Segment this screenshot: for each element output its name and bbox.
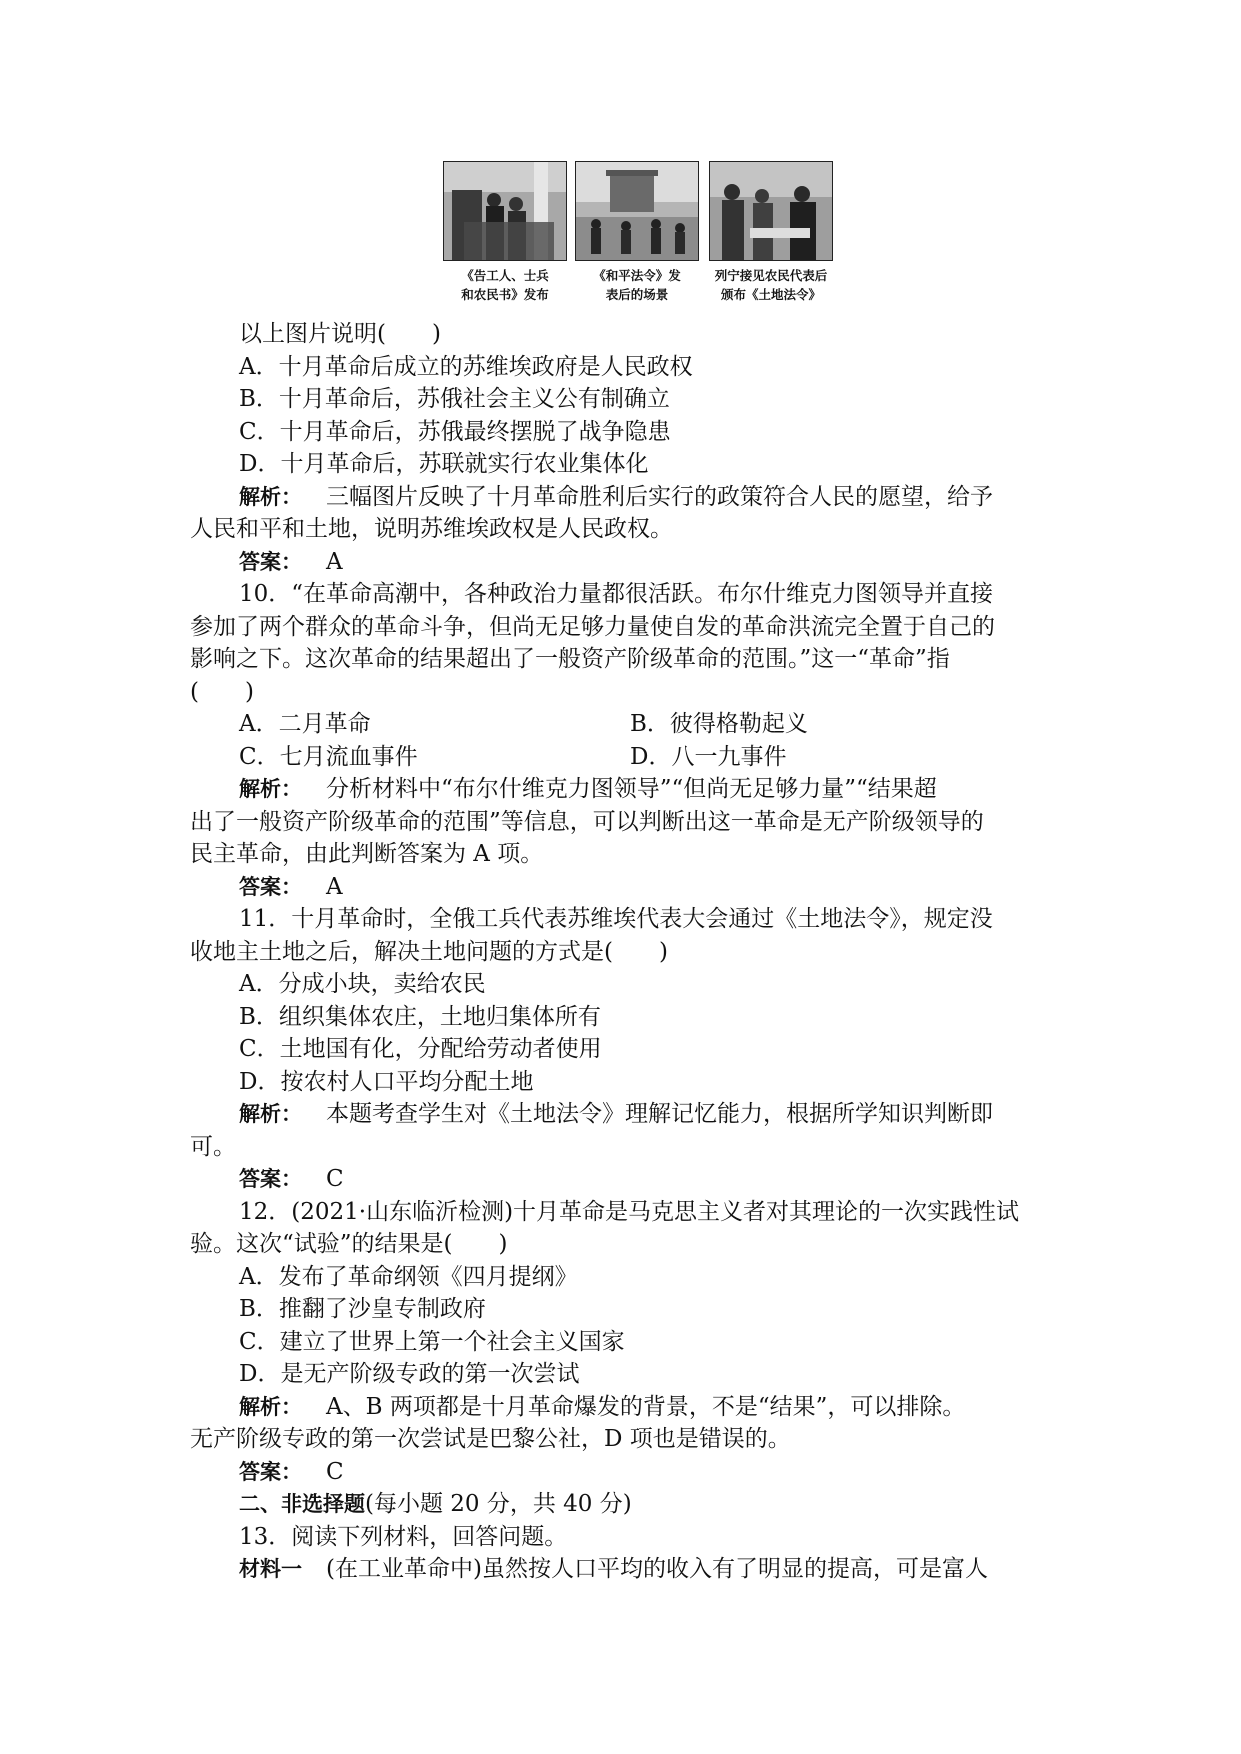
q9-option-a: A．十月革命后成立的苏维埃政府是人民政权: [239, 354, 693, 380]
q12-option-b: B．推翻了沙皇专制政府: [239, 1296, 486, 1322]
q9-answer-label: 答案：: [239, 550, 302, 574]
q11-answer-label: 答案：: [239, 1167, 302, 1191]
q10-stem-line1: 10．“在革命高潮中，各种政治力量都很活跃。布尔什维克力图领导并直接: [239, 581, 994, 607]
section-heading: [239, 1488, 632, 1521]
q9-analysis-text1: 三幅图片反映了十月革命胜利后实行的政策符合人民的愿望，给予: [326, 484, 993, 510]
q11-analysis-text1: 本题考查学生对《土地法令》理解记忆能力，根据所学知识判断即: [326, 1101, 993, 1127]
q10-answer: [239, 871, 343, 904]
q10-option-b: B．彼得格勒起义: [630, 711, 808, 737]
q9-option-c: C．十月革命后，苏俄最终摆脱了战争隐患: [239, 419, 671, 445]
q9-analysis-line2: 人民和平和土地，说明苏维埃政权是人民政权。: [190, 516, 673, 542]
q10-analysis-line1: [239, 773, 937, 806]
q10-analysis-line2: 出了一般资产阶级革命的范围”等信息，可以判断出这一革命是无产阶级领导的: [190, 809, 984, 835]
q9-answer-value: A: [326, 549, 343, 575]
q13-stem: 13．阅读下列材料，回答问题。: [239, 1524, 568, 1550]
q9-analysis-label: 解析：: [239, 485, 302, 509]
section-heading-title: 二、非选择题: [239, 1492, 365, 1516]
q9-option-b: B．十月革命后，苏俄社会主义公有制确立: [239, 386, 670, 412]
q10-stem-line2: 参加了两个群众的革命斗争，但尚无足够力量使自发的革命洪流完全置于自己的: [190, 614, 995, 640]
q12-option-c: C．建立了世界上第一个社会主义国家: [239, 1329, 625, 1355]
q11-option-d: D．按农村人口平均分配土地: [239, 1069, 534, 1095]
q10-stem-line4: ( ): [190, 679, 254, 705]
q11-answer: [239, 1163, 344, 1196]
q12-answer-label: 答案：: [239, 1460, 302, 1484]
figure-1-caption-line2: 和农民书》发布: [461, 287, 549, 302]
figure-1: [443, 161, 567, 304]
q13-material-line1: [239, 1553, 988, 1586]
figure-2-caption-line1: 《和平法令》发: [593, 268, 681, 283]
photo-peace-decree: [575, 161, 699, 261]
q9-analysis-line1: [239, 481, 993, 514]
q10-option-c: C．七月流血事件: [239, 744, 418, 770]
q13-material-label: 材料一: [239, 1557, 302, 1581]
q11-stem-line1: 11．十月革命时，全俄工兵代表苏维埃代表大会通过《土地法令》，规定没: [239, 906, 993, 932]
q10-analysis-text1: 分析材料中“布尔什维克力图领导”“但尚无足够力量”“结果超: [326, 776, 937, 802]
figure-2: [575, 161, 699, 304]
q11-stem-line2: 收地主土地之后，解决土地问题的方式是( ): [190, 939, 668, 965]
q10-stem-line3: 影响之下。这次革命的结果超出了一般资产阶级革命的范围。”这一“革命”指: [190, 646, 950, 672]
figure-3-caption-line1: 列宁接见农民代表后: [714, 268, 828, 283]
q10-analysis-line3: 民主革命，由此判断答案为 A 项。: [190, 841, 544, 867]
q11-option-a: A．分成小块，卖给农民: [239, 971, 486, 997]
q9-option-d: D．十月革命后，苏联就实行农业集体化: [239, 451, 649, 477]
q10-answer-label: 答案：: [239, 875, 302, 899]
q12-option-d: D．是无产阶级专政的第一次尝试: [239, 1361, 580, 1387]
q12-option-a: A．发布了革命纲领《四月提纲》: [239, 1264, 578, 1290]
section-heading-note: (每小题 20 分，共 40 分): [365, 1491, 632, 1517]
q11-analysis-line1: [239, 1098, 993, 1131]
figure-3: [709, 161, 833, 304]
photo-lenin-peasants: [709, 161, 833, 261]
figure-strip: [443, 161, 835, 306]
q10-option-d: D．八一九事件: [630, 744, 787, 770]
q10-answer-value: A: [326, 874, 343, 900]
figure-1-caption-line1: 《告工人、士兵: [461, 268, 549, 283]
q11-answer-value: C: [326, 1166, 344, 1192]
q12-analysis-label: 解析：: [239, 1395, 302, 1419]
figure-3-caption-line2: 颁布《土地法令》: [720, 287, 821, 302]
q12-stem-line1: 12．(2021·山东临沂检测)十月革命是马克思主义者对其理论的一次实践性试: [239, 1199, 1020, 1225]
q11-analysis-label: 解析：: [239, 1102, 302, 1126]
q13-material-text1: (在工业革命中)虽然按人口平均的收入有了明显的提高，可是富人: [326, 1556, 988, 1582]
q12-stem-line2: 验。这次“试验”的结果是( ): [190, 1231, 508, 1257]
q10-analysis-label: 解析：: [239, 777, 302, 801]
q12-analysis-line1: [239, 1391, 965, 1424]
q10-option-a: A．二月革命: [239, 711, 371, 737]
q11-option-b: B．组织集体农庄，土地归集体所有: [239, 1004, 601, 1030]
q11-analysis-line2: 可。: [190, 1134, 236, 1160]
photo-proclamation: [443, 161, 567, 261]
q12-answer-value: C: [326, 1459, 344, 1485]
q9-answer: [239, 546, 343, 579]
q12-analysis-line2: 无产阶级专政的第一次尝试是巴黎公社，D 项也是错误的。: [190, 1426, 791, 1452]
q12-analysis-text1: A、B 两项都是十月革命爆发的背景，不是“结果”，可以排除。: [326, 1394, 966, 1420]
q12-answer: [239, 1456, 344, 1489]
q11-option-c: C．土地国有化，分配给劳动者使用: [239, 1036, 602, 1062]
q9-stem: 以上图片说明( ): [239, 321, 441, 347]
figure-2-caption-line2: 表后的场景: [605, 287, 669, 302]
